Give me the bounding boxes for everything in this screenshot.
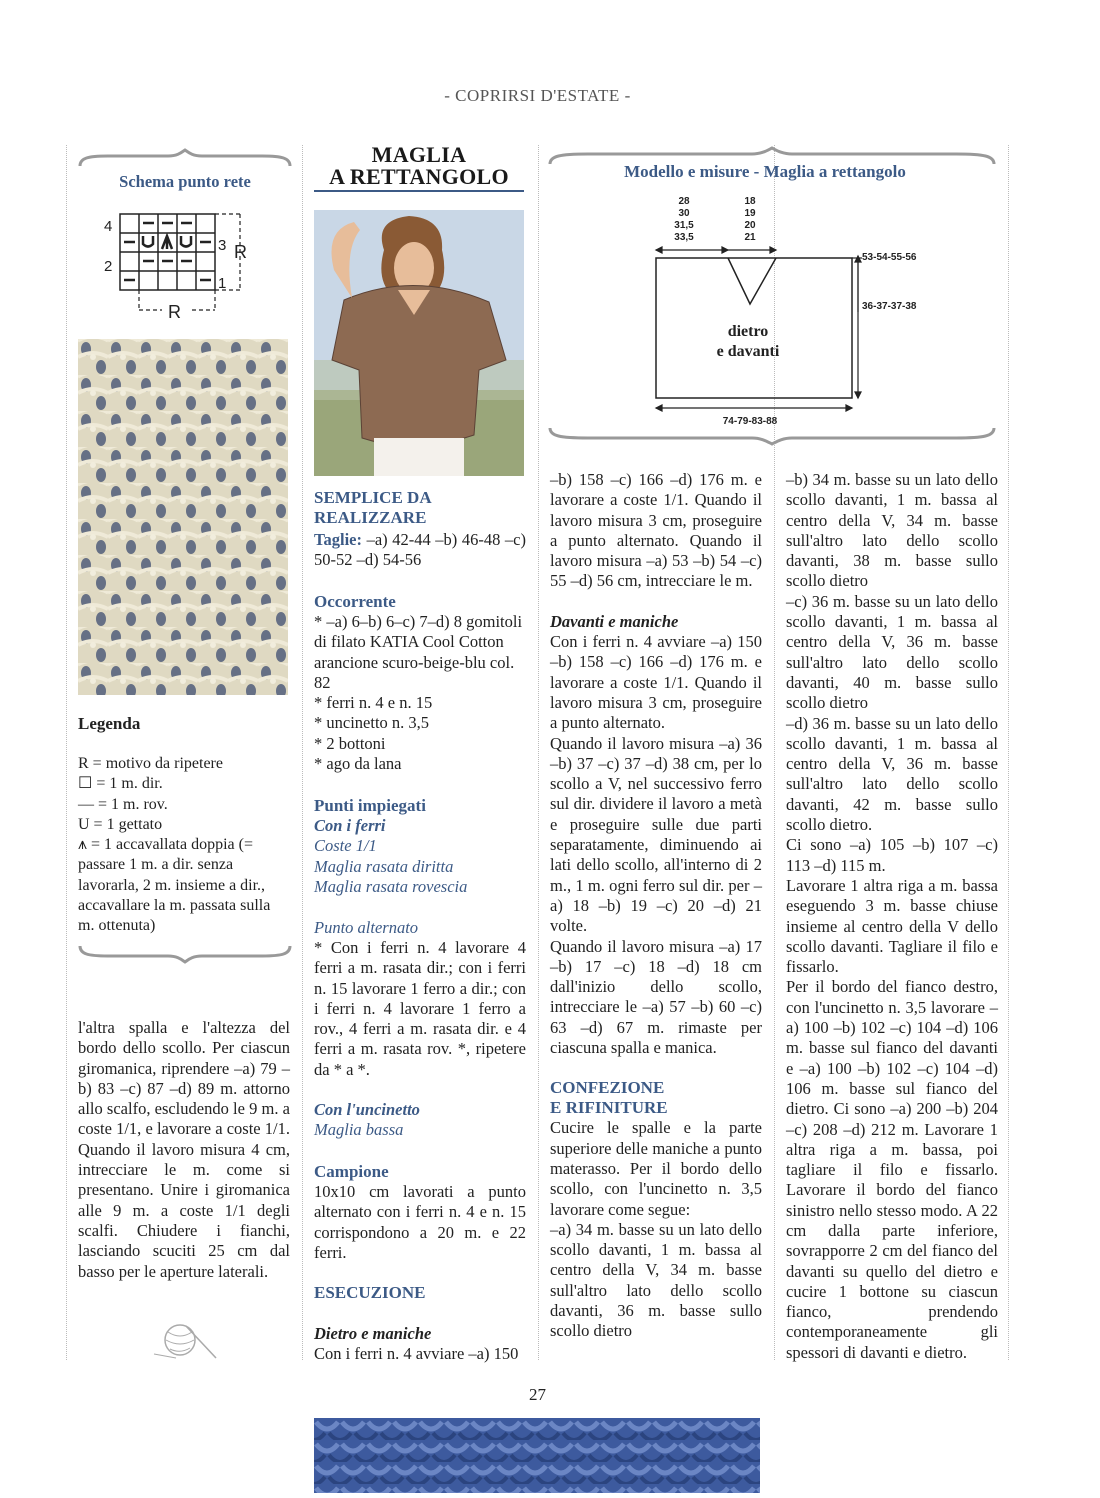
model-title: Modello e misure - Maglia a rettangolo (624, 162, 906, 181)
neck-left-size: 30 (678, 208, 690, 219)
legend-title: Legenda (78, 714, 141, 733)
stitch-item: Coste 1/1 (314, 836, 377, 856)
legend-item: ⩚ = 1 accavallata doppia (= passare 1 m. a dir. senza lavorarla, 2 m. insieme a dir., accavallare la m. passata sulla m. ottenuta) (78, 836, 271, 935)
paragraph: Cucire le spalle e la parte superiore delle maniche a punto materasso. Per il bordo dello scollo, con l'uncinetto n. 3,5 lavorare come segue: (550, 1118, 762, 1219)
stitch-item: Maglia rasata diritta (314, 856, 454, 876)
paragraph: Per il bordo del fianco destro, con l'uncinetto n. 3,5 lavorare –a) 100 –b) 102 –c) 104 –d) 106 m. basse sul fianco del davanti e –a) 100 –b) 102 –c) 104 –d) 106 m. basse sul fianco del dietro. Ci sono –a) 200 –b) 204 –c) 208 –d) 212 m. Lavorare 1 altra riga a m. bassa, poi tagliare il filo e fissarlo. Lavorare il bordo del fianco sinistro nello stesso modo. A 22 cm dalla parte inferiore, sovrapporre 2 cm del fianco del davanti su quello del dietro e cucire 1 bottone su ciascun fianco, prendendo contemporaneamente gli spessori di davanti e dietro. (786, 977, 998, 1362)
model-box-bottom-bracket (548, 424, 996, 446)
article-title: MAGLIA A RETTANGOLO (329, 142, 509, 189)
sample-text: 10x10 cm lavorati a punto alternato con i ferri n. 4 e n. 15 corrispondono a 20 m. e 22 ferri. (314, 1182, 526, 1262)
sizes-label: Taglie: (314, 530, 362, 549)
neck-right-size: 21 (744, 232, 756, 243)
paragraph: –b) 34 m. basse su un lato dello scollo davanti, 1 m. bassa al centro della V, 34 m. basse sull'altro lato dello scollo davanti, 38 m. basse sullo scollo dietro (786, 470, 998, 591)
schema-box-bottom-bracket (78, 942, 292, 964)
neck-right-size: 19 (744, 208, 756, 219)
page-number: 27 (529, 1385, 546, 1404)
materials-list (314, 612, 526, 774)
legend-item: ☐ = 1 m. dir. (78, 775, 163, 793)
column-divider (302, 145, 303, 1360)
crochet-title: Con l'uncinetto (314, 1100, 420, 1119)
difficulty-label: SEMPLICE DA REALIZZARE (314, 488, 431, 527)
diagram-label: e davanti (716, 343, 780, 360)
stitches-title: Punti impiegati (314, 796, 426, 815)
size-diagram (640, 192, 940, 437)
chart-repeat-label: R (168, 302, 181, 322)
schema-box-top-bracket (78, 148, 292, 170)
neck-left-size: 28 (678, 196, 690, 207)
sizes (314, 530, 526, 571)
neck-left-size: 31,5 (674, 220, 694, 231)
paragraph: –a) 34 m. basse su un lato dello scollo davanti, 1 m. bassa al centro della V, 34 m. basse sull'altro lato dello scollo davanti, 36 m. basse sullo scollo dietro (550, 1219, 762, 1341)
materials-item: * ago da lana (314, 754, 402, 774)
materials-item: * –a) 6–b) 6–c) 7–d) 8 gomitoli di filato KATIA Cool Cotton arancione scuro-beige-blu col. 82 (314, 612, 523, 692)
back-sleeves-title: Dietro e maniche (314, 1324, 432, 1343)
stitches-needles-title: Con i ferri (314, 816, 386, 835)
finishing-title: E RIFINITURE (550, 1098, 668, 1118)
chart-row-label: 2 (104, 258, 113, 275)
chart-row-label: 3 (218, 237, 227, 254)
column-divider (1008, 145, 1009, 1360)
chart-row-label: 1 (218, 275, 227, 292)
neck-left-size: 33,5 (674, 232, 694, 243)
materials-item: * 2 bottoni (314, 733, 386, 753)
body-length: 36-37-37-38 (862, 301, 917, 312)
instructions-continued: l'altra spalla e l'altezza del bordo dello scollo. Per ciascun giromanica, riprendere –a) 79 –b) 83 –c) 87 –d) 89 m. attorno allo scalfo, escludendo le 9 m. a coste 1/1, e lavorare a coste 1/1. Quando il lavoro misura 4 cm, intrecciare le m. come si presentano. Unire i giromanica alle 9 m. a coste 1/1 degli scalfi. Chiudere i fianchi, lasciando scuciti 25 cm dal basso per le aperture laterali. (78, 1018, 290, 1281)
legend-item: U = 1 gettato (78, 815, 163, 833)
paragraph: Quando il lavoro misura –a) 36 –b) 37 –c) 37 –d) 38 cm, per lo scollo a V, nel successivo ferro sul dir. dividere il lavoro a metà e proseguire sulle due parti separatamente, diminuendo ai lati dello scollo, all'interno di 2 m., 1 m. ogni ferro sul dir. per –a) 18 –b) 19 –c) 20 –d) 21 volte. (550, 733, 762, 936)
instructions-col4 (786, 470, 998, 1363)
sample-title: Campione (314, 1162, 389, 1181)
neck-right-size: 18 (744, 196, 756, 207)
paragraph: –b) 158 –c) 166 –d) 176 m. e lavorare a coste 1/1. Quando il lavoro misura 3 cm, proseguire a punto alternato. Quando il lavoro misura –a) 53 –b) 54 –c) 55 –d) 56 cm, intrecciare le m. (550, 470, 762, 591)
materials-item: * uncinetto n. 3,5 (314, 713, 430, 733)
paragraph: Quando il lavoro misura –a) 17 –b) 17 –c) 18 –d) 18 cm dall'inizio dello scollo, intrecciare le –a) 57 –b) 60 –c) 63 –d) 67 m. rimaste per ciascuna spalla e manica. (550, 936, 762, 1058)
neck-right-size: 20 (744, 220, 756, 231)
sizes-values: –a) 42-44 –b) 46-48 –c) 50-52 –d) 54-56 (314, 530, 526, 570)
lace-stitch-photo (78, 339, 288, 695)
chart-repeat-label: R (234, 242, 247, 262)
title-rule (314, 190, 524, 192)
stitches-list (314, 816, 526, 897)
crochet-section (314, 1100, 526, 1141)
instructions-col3 (550, 470, 762, 1342)
alt-stitch-text: * Con i ferri n. 4 lavorare 4 ferri a m. rasata dir.; con i ferri n. 15 lavorare 1 ferro a dir.; con i ferri n. 4 lavorare 1 ferro a rov., 4 ferri a m. rasata dir. e 4 ferri a m. rasata rov. *, ripetere da * a *. (314, 938, 526, 1079)
knit-swatch-image (314, 1418, 760, 1493)
stitch-chart (100, 210, 260, 330)
running-header: - COPRIRSI D'ESTATE - (444, 86, 631, 105)
front-sleeves-title: Davanti e maniche (550, 611, 679, 631)
crochet-stitch: Maglia bassa (314, 1120, 404, 1140)
paragraph: Lavorare 1 altra riga a m. bassa eseguendo 3 m. basse chiuse insieme al centro della V dello scollo davanti. Tagliare il filo e fissarlo. (786, 875, 998, 977)
paragraph: Ci sono –a) 105 –b) 107 –c) 113 –d) 115 m. (786, 835, 998, 875)
legend-item: R = motivo da ripetere (78, 755, 223, 772)
column-divider (66, 145, 67, 1360)
back-sleeves-text: Con i ferri n. 4 avviare –a) 150 (314, 1344, 519, 1363)
paragraph: –c) 36 m. basse su un lato dello scollo davanti, 1 m. bassa al centro della V, 36 m. basse sull'altro lato dello scollo davanti, 40 m. basse sullo scollo dietro (786, 591, 998, 713)
execution-title: ESECUZIONE (314, 1283, 426, 1302)
paragraph: Con i ferri n. 4 avviare –a) 150 –b) 158 –c) 166 –d) 176 m. e lavorare a coste 1/1. Quando il lavoro misura 3 cm, proseguire a punto alternato. (550, 632, 762, 733)
chart-row-label: 4 (104, 218, 113, 235)
width-measure: 74-79-83-88 (722, 416, 778, 427)
legend-item: — = 1 m. rov. (78, 795, 168, 813)
schema-title: Schema punto rete (119, 172, 251, 191)
total-length: 53-54-55-56 (862, 252, 917, 263)
diagram-label: dietro (727, 323, 769, 340)
finishing-title: CONFEZIONE (550, 1078, 665, 1098)
legend-list (78, 754, 290, 937)
column-divider (538, 145, 539, 1360)
materials-title: Occorrente (314, 592, 396, 611)
model-photo (314, 210, 524, 476)
paragraph: –d) 36 m. basse su un lato dello scollo davanti, 1 m. bassa al centro della V, 36 m. basse sull'altro lato dello scollo davanti, 42 m. basse sullo scollo dietro. (786, 713, 998, 835)
materials-item: * ferri n. 4 e n. 15 (314, 693, 433, 713)
yarn-ball-icon (150, 1318, 220, 1367)
stitch-item: Maglia rasata rovescia (314, 876, 468, 896)
alt-stitch-title: Punto alternato (314, 918, 419, 937)
